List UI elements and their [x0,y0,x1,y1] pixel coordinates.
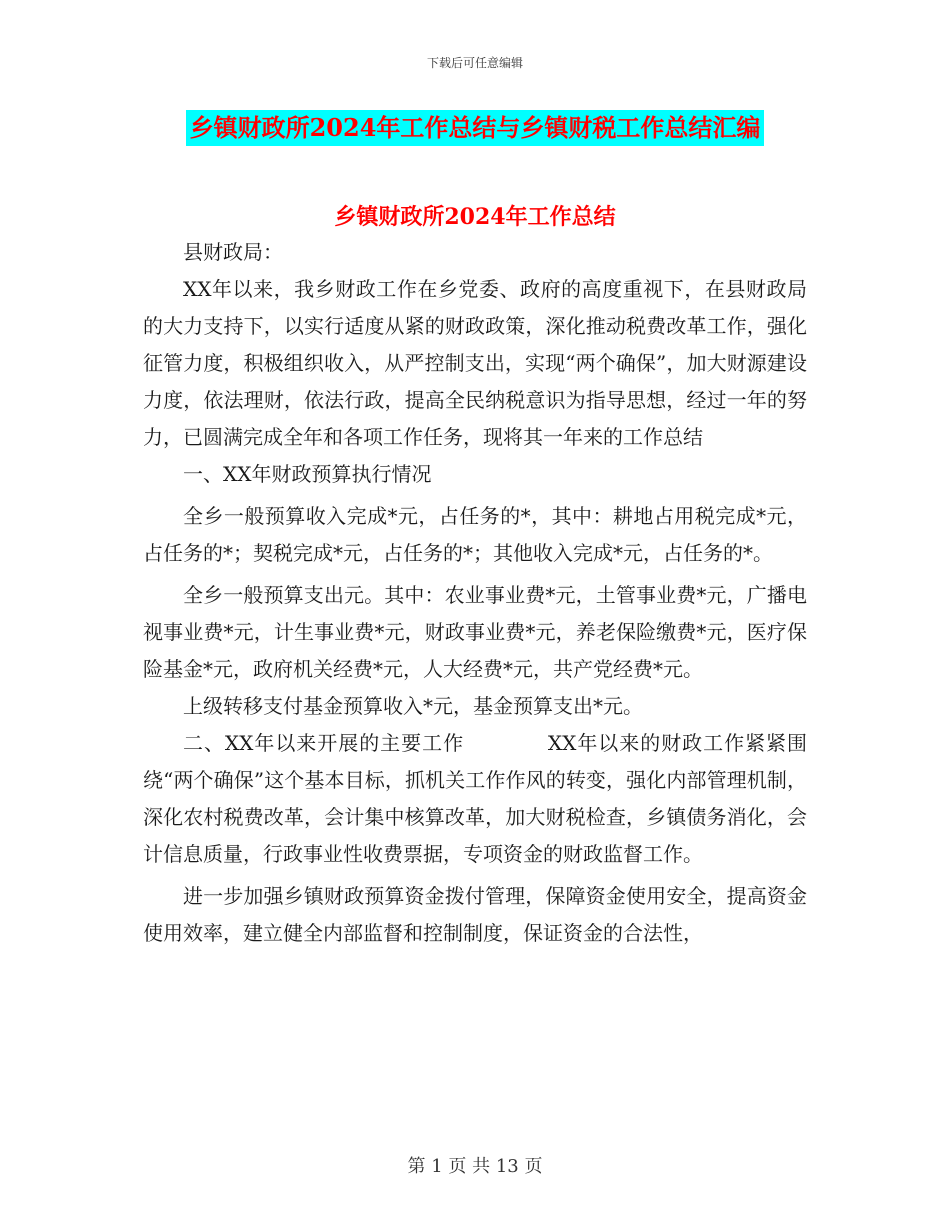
paragraph-revenue: 全乡一般预算收入完成*元，占任务的*，其中：耕地占用税完成*元，占任务的*；契税完成*元，占任务的*；其他收入完成*元，占任务的*。 [143,504,807,565]
section-heading-2: 二、XX年以来开展的主要工作 XX年以来的财政工作紧紧围绕“两个确保”这个基本目标，抓机关工作作风的转变，强化内部管理机制，深化农村税费改革，会计集中核算改革，加大财税检查，乡镇债务消化，会计信息质量，行政事业性收费票据，专项资金的财政监督工作。 [143,731,807,866]
paragraph-expenditure: 全乡一般预算支出元。其中：农业事业费*元，土管事业费*元，广播电视事业费*元，计生事业费*元，财政事业费*元，养老保险缴费*元，医疗保险基金*元，政府机关经费*元，人大经费*元，共产党经费*元。 [143,583,807,681]
page-indicator: 第 1 页 共 13 页 [407,1156,543,1177]
document-body [143,224,807,952]
header-note: 下载后可任意编辑 [426,56,523,70]
paragraph-transfer: 上级转移支付基金预算收入*元，基金预算支出*元。 [183,694,643,718]
paragraph-management: 进一步加强乡镇财政预算资金拨付管理，保障资金使用安全，提高资金使用效率，建立健全内部监督和控制制度，保证资金的合法性， [143,884,807,945]
main-title-container [0,110,950,146]
paragraph-intro: XX年以来，我乡财政工作在乡党委、政府的高度重视下，在县财政局的大力支持下，以实行适度从紧的财政政策，深化推动税费改革工作，强化征管力度，积极组织收入，从严控制支出，实现“两个确保”，加大财源建设力度，依法理财，依法行政，提高全民纳税意识为指导思想，经过一年的努力，已圆满完成全年和各项工作任务，现将其一年来的工作总结 [143,277,807,449]
main-title: 乡镇财政所2024年工作总结与乡镇财税工作总结汇编 [186,110,765,146]
section-heading-1: 一、XX年财政预算执行情况 [183,462,432,486]
sub-title: 乡镇财政所2024年工作总结 [334,204,616,230]
salutation: 县财政局： [183,240,283,264]
